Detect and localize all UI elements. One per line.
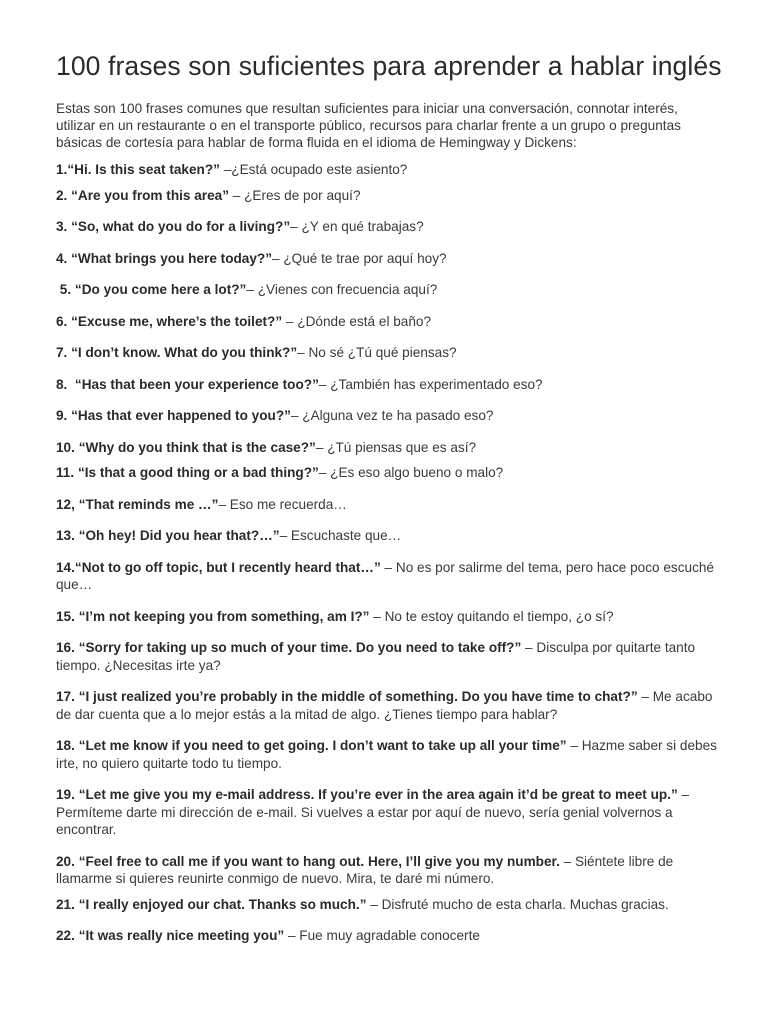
phrase-english: “It was really nice meeting you” [78, 928, 285, 943]
phrase-english: “I’m not keeping you from something, am I?” [78, 608, 370, 624]
phrase-spanish: – ¿Vienes con frecuencia aquí? [246, 282, 438, 297]
phrase-number: 7. [56, 345, 72, 360]
phrase-item [56, 161, 720, 179]
phrase-item [56, 439, 720, 457]
phrase-english: “Is that a good thing or a bad thing?” [77, 465, 319, 480]
phrase-spanish: – Disculpa por quitarte tanto tiempo. ¿Necesitas irte ya? [56, 640, 696, 673]
phrase-number: 11. [56, 465, 78, 480]
phrase-item [56, 464, 720, 482]
phrase-item [56, 496, 720, 514]
page-title: 100 frases son suficientes para aprender a hablar inglés [56, 51, 722, 81]
phrase-number: 6. [56, 313, 72, 329]
phrase-spanish: – ¿Es eso algo bueno o malo? [318, 465, 504, 480]
phrase-english: “Not to go off topic, but I recently heard that…” [74, 559, 381, 575]
phrase-spanish: – ¿También has experimentado eso? [318, 376, 543, 392]
phrase-english: “I don’t know. What do you think?” [71, 345, 298, 360]
phrase-spanish: – ¿Dónde está el baño? [282, 313, 432, 329]
phrase-item [56, 187, 720, 205]
phrase-english: “Sorry for taking up so much of your time. Do you need to take off?” [78, 640, 522, 655]
phrase-spanish: – Hazme saber si debes irte, no quiero quitarte todo tu tiempo. [56, 738, 717, 771]
phrase-spanish: – Siéntete libre de llamarme si quieres reunirte conmigo de nuevo. Mira, te daré mi número. [56, 853, 674, 886]
intro-paragraph: Estas son 100 frases comunes que resultan suficientes para iniciar una conversación, connotar interés, utilizar en un restaurante o en el transporte público, recursos para charlar frente a un grupo o preguntas básicas de cortesía para hablar de forma fluida en el idioma de Hemingway y Dickens: [56, 101, 681, 150]
phrase-item [56, 344, 720, 362]
phrase-spanish: – Eso me recuerda… [218, 496, 347, 512]
phrase-spanish: –¿Está ocupado este asiento? [219, 162, 408, 177]
phrase-spanish: – ¿Qué te trae por aquí hoy? [272, 250, 447, 266]
phrase-item [56, 737, 720, 772]
phrase-item [56, 688, 720, 723]
phrase-item [56, 527, 720, 545]
phrase-spanish: – Fue muy agradable conocerte [284, 928, 480, 943]
phrase-number: 19. [56, 787, 79, 802]
phrase-english: “So, what do you do for a living?” [71, 219, 291, 234]
phrase-english: “Hi. Is this seat taken?” [67, 162, 220, 177]
phrase-number: 2. [56, 187, 72, 203]
phrase-item [56, 786, 720, 839]
phrase-number: 14. [56, 559, 75, 575]
phrase-number: 16. [56, 640, 79, 655]
phrase-english: “I really enjoyed our chat. Thanks so much.” [78, 896, 367, 912]
phrase-number: 22. [56, 928, 79, 943]
phrase-english: “Excuse me, where’s the toilet?” [71, 313, 283, 329]
phrase-english: “I just realized you’re probably in the middle of something. Do you have time to chat?” [78, 689, 638, 704]
phrase-english: “Has that ever happened to you?” [71, 408, 291, 423]
phrase-number: 21. [56, 896, 79, 912]
phrase-number: 15. [56, 608, 79, 624]
phrase-number: 1. [56, 162, 68, 177]
phrase-english: “Oh hey! Did you hear that?…” [78, 528, 280, 543]
phrase-number: 5. [56, 282, 75, 297]
phrase-item [56, 218, 720, 236]
phrase-english: “Why do you think that is the case?” [78, 439, 316, 455]
phrase-english: “That reminds me …” [78, 496, 219, 512]
phrase-spanish: – ¿Y en qué trabajas? [290, 219, 424, 234]
phrase-english: “Feel free to call me if you want to hang out. Here, I’ll give you my number. [78, 853, 560, 869]
phrase-spanish: – No sé ¿Tú qué piensas? [297, 345, 457, 360]
phrase-spanish: – Disfruté mucho de esta charla. Muchas gracias. [366, 896, 669, 912]
phrase-spanish: – Me acabo de dar cuenta que a lo mejor estás a la mitad de algo. ¿Tienes tiempo para hablar? [56, 689, 713, 722]
phrase-item [56, 639, 720, 674]
phrase-number: 8. [56, 376, 75, 392]
phrase-spanish: – No es por salirme del tema, pero hace poco escuché que… [56, 559, 714, 592]
phrase-spanish: – Escuchaste que… [279, 528, 402, 543]
phrase-spanish: – No te estoy quitando el tiempo, ¿o sí? [369, 608, 614, 624]
phrase-item [56, 407, 720, 425]
phrase-item [56, 313, 720, 331]
phrase-item [56, 281, 720, 299]
phrase-item [56, 853, 720, 888]
phrase-english: “Has that been your experience too?” [74, 376, 319, 392]
phrase-number: 9. [56, 408, 72, 423]
phrase-list [56, 161, 720, 945]
phrase-number: 20. [56, 853, 79, 869]
phrase-item [56, 927, 720, 945]
phrase-item [56, 608, 720, 626]
phrase-item [56, 559, 720, 594]
document-page [56, 48, 720, 945]
phrase-item [56, 376, 720, 394]
phrase-number: 12, [56, 496, 79, 512]
phrase-number: 17. [56, 689, 79, 704]
phrase-number: 18. [56, 738, 79, 753]
phrase-english: “Let me give you my e-mail address. If you’re ever in the area again it’d be great to meet up.” [78, 787, 678, 802]
phrase-spanish: – Permíteme darte mi dirección de e-mail. Si vuelves a estar por aquí de nuevo, sería genial volvernos a encontrar. [56, 787, 690, 837]
phrase-item [56, 250, 720, 268]
phrase-item [56, 896, 720, 914]
phrase-spanish: – ¿Eres de por aquí? [229, 187, 361, 203]
phrase-number: 10. [56, 439, 79, 455]
phrase-number: 4. [56, 250, 72, 266]
phrase-spanish: – ¿Tú piensas que es así? [315, 439, 477, 455]
phrase-english: “Let me know if you need to get going. I don’t want to take up all your time” [78, 738, 567, 753]
phrase-spanish: – ¿Alguna vez te ha pasado eso? [290, 408, 494, 423]
phrase-number: 3. [56, 219, 72, 234]
phrase-english: “Are you from this area” [71, 187, 230, 203]
phrase-english: “Do you come here a lot?” [74, 282, 247, 297]
phrase-english: “What brings you here today?” [71, 250, 273, 266]
phrase-number: 13. [56, 528, 79, 543]
